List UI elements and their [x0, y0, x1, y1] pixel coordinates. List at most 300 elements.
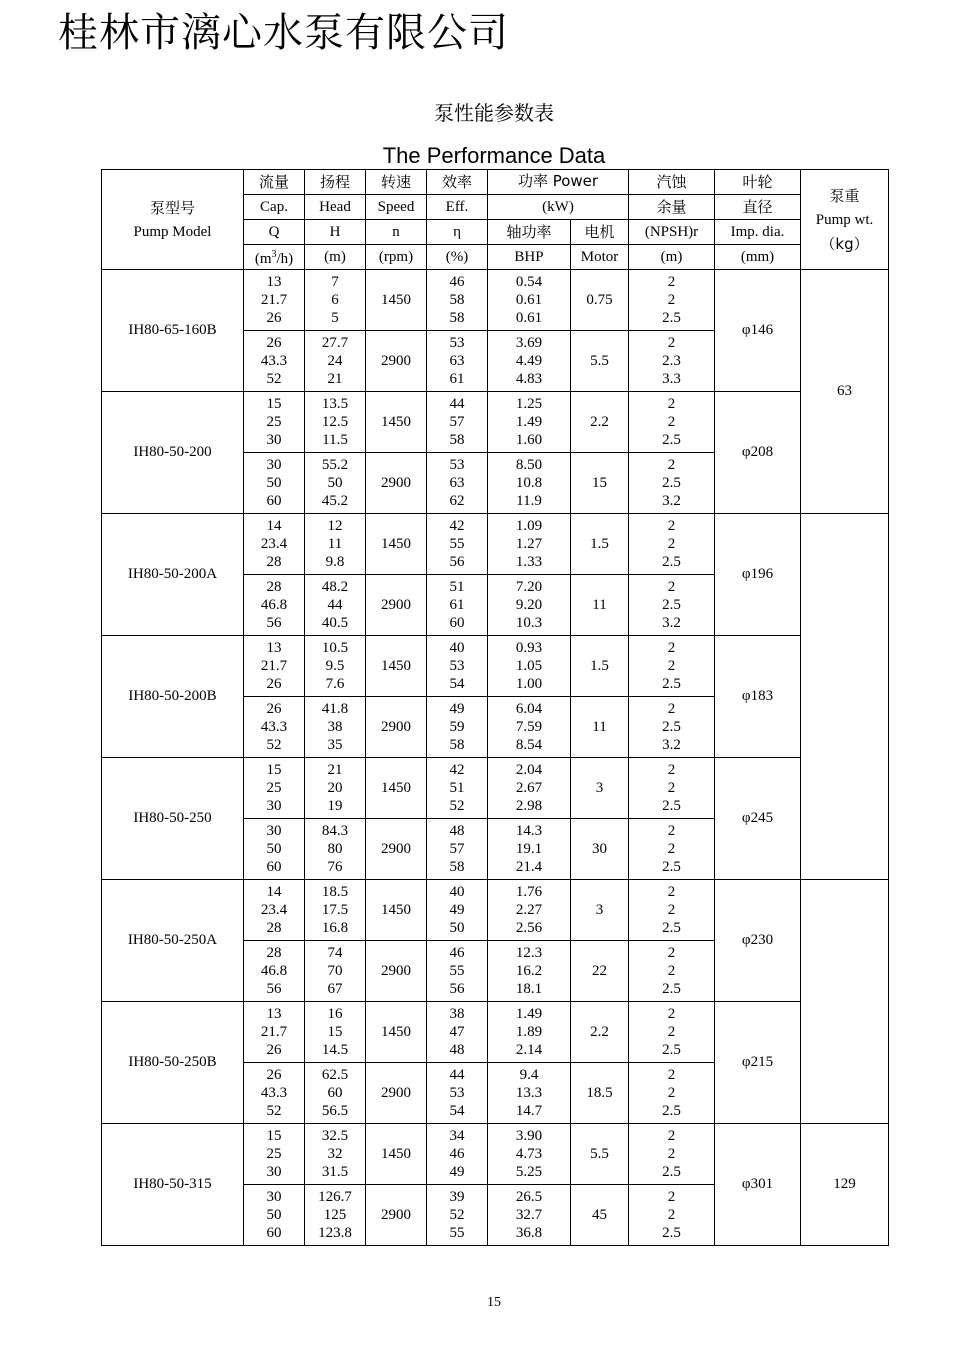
bhp-cell-value: 2.27 — [515, 902, 543, 918]
cap-cell-value: 14 — [266, 884, 282, 900]
eff-cell-value: 40 — [449, 640, 465, 656]
eff-cell-value: 46 — [449, 274, 465, 290]
header-label: 泵重 — [829, 186, 860, 205]
cap-cell-value: 26 — [266, 335, 282, 351]
speed-cell: 2900 — [366, 1185, 427, 1246]
cap-cell-value: 13 — [266, 1006, 282, 1022]
npsh-cell-value: 3.2 — [662, 493, 681, 509]
header-imp-dia-unit: (mm) — [715, 245, 801, 270]
bhp-cell-value: 1.49 — [515, 414, 543, 430]
bhp-cell — [488, 636, 571, 697]
npsh-cell-value: 2 — [667, 823, 676, 839]
npsh-cell-value: 2.5 — [662, 1225, 681, 1241]
bhp-cell-value: 0.61 — [515, 292, 543, 308]
npsh-cell-value: 3.2 — [662, 737, 681, 753]
eff-cell-value: 54 — [449, 676, 465, 692]
cap-cell-value: 30 — [266, 1164, 282, 1180]
eff-cell-value: 59 — [449, 719, 465, 735]
bhp-cell — [488, 1124, 571, 1185]
bhp-cell-value: 1.60 — [515, 432, 543, 448]
bhp-cell-value: 1.05 — [515, 658, 543, 674]
bhp-cell-value: 3.69 — [515, 335, 543, 351]
bhp-cell-value: 8.50 — [515, 457, 543, 473]
bhp-cell-value: 0.61 — [515, 310, 543, 326]
npsh-cell-value: 2 — [667, 780, 676, 796]
company-name: 桂林市漓心水泵有限公司 — [58, 10, 509, 56]
eff-cell — [427, 514, 488, 575]
eff-cell — [427, 636, 488, 697]
table-body — [102, 270, 889, 1246]
eff-cell — [427, 1185, 488, 1246]
pump-model: IH80-65-160B — [102, 270, 244, 392]
eff-cell-value: 53 — [449, 658, 465, 674]
eff-cell-value: 52 — [449, 798, 465, 814]
pump-weight-cell — [801, 880, 889, 1124]
cap-cell-value: 28 — [266, 945, 282, 961]
cap-cell-value: 30 — [266, 432, 282, 448]
npsh-cell-value: 3.3 — [662, 371, 681, 387]
npsh-cell-value: 2 — [667, 335, 676, 351]
eff-cell — [427, 331, 488, 392]
cap-unit-prefix: (m — [254, 251, 272, 267]
eff-cell-value: 48 — [449, 823, 465, 839]
npsh-cell — [629, 880, 715, 941]
bhp-cell — [488, 1063, 571, 1124]
npsh-cell-value: 2.5 — [662, 676, 681, 692]
header-speed-symbol: n — [366, 220, 427, 245]
bhp-cell-value: 0.93 — [515, 640, 543, 656]
head-cell-value: 24 — [327, 353, 343, 369]
header-label: 泵型号 — [149, 198, 195, 217]
head-cell-value: 123.8 — [318, 1225, 352, 1241]
npsh-cell-value: 2.5 — [662, 310, 681, 326]
eff-cell-value: 56 — [449, 981, 465, 997]
eff-cell-value: 55 — [449, 1225, 465, 1241]
cap-cell-value: 25 — [266, 780, 282, 796]
cap-cell-value: 23.4 — [260, 536, 288, 552]
head-cell-value: 32 — [327, 1146, 343, 1162]
header-imp-dia-2: 直径 — [715, 195, 801, 220]
eff-cell-value: 58 — [449, 292, 465, 308]
header-npsh-2: 余量 — [629, 195, 715, 220]
bhp-cell — [488, 270, 571, 331]
motor-cell: 5.5 — [571, 1124, 629, 1185]
head-cell-value: 11 — [327, 536, 343, 552]
eff-cell-value: 52 — [449, 1207, 465, 1223]
head-cell-value: 16 — [327, 1006, 343, 1022]
npsh-cell — [629, 331, 715, 392]
head-cell-value: 41.8 — [321, 701, 349, 717]
bhp-cell-value: 10.3 — [515, 615, 543, 631]
bhp-cell — [488, 941, 571, 1002]
cap-cell-value: 43.3 — [260, 353, 288, 369]
cap-cell-value: 56 — [266, 981, 282, 997]
npsh-cell-value: 2 — [667, 640, 676, 656]
head-cell-value: 126.7 — [318, 1189, 352, 1205]
npsh-cell — [629, 697, 715, 758]
bhp-cell-value: 18.1 — [515, 981, 543, 997]
speed-cell: 2900 — [366, 697, 427, 758]
cap-cell — [244, 1063, 305, 1124]
cap-cell-value: 46.8 — [260, 597, 288, 613]
eff-cell — [427, 941, 488, 1002]
eff-cell-value: 53 — [449, 457, 465, 473]
cap-cell — [244, 575, 305, 636]
head-cell — [305, 575, 366, 636]
cap-cell-value: 28 — [266, 579, 282, 595]
head-cell-value: 10.5 — [321, 640, 349, 656]
eff-cell-value: 49 — [449, 701, 465, 717]
bhp-cell — [488, 1185, 571, 1246]
header-npsh-en: (NPSH)r — [629, 220, 715, 245]
motor-cell: 1.5 — [571, 514, 629, 575]
bhp-cell-value: 9.4 — [519, 1067, 539, 1083]
eff-cell-value: 49 — [449, 1164, 465, 1180]
eff-cell-value: 34 — [449, 1128, 465, 1144]
bhp-cell-value: 1.00 — [515, 676, 543, 692]
head-cell-value: 62.5 — [321, 1067, 349, 1083]
bhp-cell-value: 3.90 — [515, 1128, 543, 1144]
pump-model: IH80-50-200B — [102, 636, 244, 758]
npsh-cell-value: 2 — [667, 701, 676, 717]
cap-unit-suffix: /h) — [276, 251, 294, 267]
npsh-cell-value: 3.2 — [662, 615, 681, 631]
head-cell-value: 44 — [327, 597, 343, 613]
head-cell-value: 76 — [327, 859, 343, 875]
cap-cell-value: 50 — [266, 841, 282, 857]
npsh-cell-value: 2 — [667, 902, 676, 918]
head-cell-value: 14.5 — [321, 1042, 349, 1058]
head-cell-value: 70 — [327, 963, 343, 979]
eff-cell-value: 38 — [449, 1006, 465, 1022]
cap-cell — [244, 941, 305, 1002]
speed-cell: 1450 — [366, 880, 427, 941]
speed-cell: 2900 — [366, 331, 427, 392]
cap-cell-value: 30 — [266, 823, 282, 839]
eff-cell-value: 51 — [449, 780, 465, 796]
head-cell-value: 21 — [327, 371, 343, 387]
npsh-cell-value: 2.5 — [662, 798, 681, 814]
cap-cell-value: 43.3 — [260, 1085, 288, 1101]
bhp-cell-value: 19.1 — [515, 841, 543, 857]
motor-cell: 5.5 — [571, 331, 629, 392]
header-label: Pump wt. — [815, 211, 874, 228]
head-cell-value: 15 — [327, 1024, 343, 1040]
imp-dia-cell: φ208 — [715, 392, 801, 514]
cap-cell-value: 21.7 — [260, 658, 288, 674]
cap-cell-value: 26 — [266, 701, 282, 717]
bhp-cell — [488, 1002, 571, 1063]
head-cell-value: 80 — [327, 841, 343, 857]
eff-cell-value: 46 — [449, 945, 465, 961]
bhp-cell-value: 2.98 — [515, 798, 543, 814]
cap-cell-value: 23.4 — [260, 902, 288, 918]
npsh-cell — [629, 941, 715, 1002]
cap-cell-value: 15 — [266, 762, 282, 778]
npsh-cell — [629, 1002, 715, 1063]
cap-cell-value: 46.8 — [260, 963, 288, 979]
eff-cell-value: 61 — [449, 597, 465, 613]
performance-table — [101, 169, 889, 1246]
header-bhp-en: BHP — [488, 245, 571, 270]
npsh-cell — [629, 270, 715, 331]
eff-cell-value: 46 — [449, 1146, 465, 1162]
header-npsh-unit: (m) — [629, 245, 715, 270]
head-cell — [305, 392, 366, 453]
npsh-cell-value: 2 — [667, 457, 676, 473]
cap-cell — [244, 1124, 305, 1185]
motor-cell: 22 — [571, 941, 629, 1002]
head-cell-value: 17.5 — [321, 902, 349, 918]
npsh-cell-value: 2.5 — [662, 597, 681, 613]
npsh-cell-value: 2.5 — [662, 554, 681, 570]
head-cell-value: 27.7 — [321, 335, 349, 351]
bhp-cell-value: 1.09 — [515, 518, 543, 534]
eff-cell-value: 57 — [449, 414, 465, 430]
bhp-cell-value: 12.3 — [515, 945, 543, 961]
cap-cell-value: 52 — [266, 1103, 282, 1119]
cap-cell — [244, 453, 305, 514]
speed-cell: 1450 — [366, 392, 427, 453]
eff-cell-value: 42 — [449, 762, 465, 778]
cap-cell-value: 25 — [266, 414, 282, 430]
bhp-cell-value: 1.27 — [515, 536, 543, 552]
table-row — [102, 758, 889, 819]
cap-cell-value: 50 — [266, 475, 282, 491]
head-cell-value: 9.5 — [325, 658, 345, 674]
head-cell-value: 19 — [327, 798, 343, 814]
eff-cell — [427, 1063, 488, 1124]
speed-cell: 1450 — [366, 1002, 427, 1063]
table-title-en: The Performance Data — [382, 143, 606, 168]
motor-cell: 3 — [571, 880, 629, 941]
npsh-cell-value: 2 — [667, 945, 676, 961]
head-cell-value: 13.5 — [321, 396, 349, 412]
header-head-unit: (m) — [305, 245, 366, 270]
npsh-cell-value: 2 — [667, 1207, 676, 1223]
bhp-cell-value: 7.59 — [515, 719, 543, 735]
eff-cell-value: 61 — [449, 371, 465, 387]
head-cell-value: 7.6 — [325, 676, 345, 692]
bhp-cell-value: 4.73 — [515, 1146, 543, 1162]
header-speed-unit: (rpm) — [366, 245, 427, 270]
bhp-cell-value: 13.3 — [515, 1085, 543, 1101]
head-cell — [305, 1063, 366, 1124]
head-cell-value: 50 — [327, 475, 343, 491]
speed-cell: 2900 — [366, 575, 427, 636]
npsh-cell-value: 2.5 — [662, 432, 681, 448]
npsh-cell-value: 2.5 — [662, 475, 681, 491]
cap-cell-value: 15 — [266, 1128, 282, 1144]
header-label: （kg） — [820, 234, 869, 253]
speed-cell: 1450 — [366, 758, 427, 819]
npsh-cell-value: 2.5 — [662, 920, 681, 936]
head-cell — [305, 1002, 366, 1063]
speed-cell: 2900 — [366, 1063, 427, 1124]
npsh-cell — [629, 392, 715, 453]
header-label: 功率 Power — [517, 172, 599, 190]
imp-dia-cell: φ146 — [715, 270, 801, 392]
bhp-cell-value: 9.20 — [515, 597, 543, 613]
pump-model: IH80-50-200A — [102, 514, 244, 636]
cap-cell-value: 26 — [266, 1067, 282, 1083]
head-cell-value: 56.5 — [321, 1103, 349, 1119]
head-cell-value: 60 — [327, 1085, 343, 1101]
npsh-cell-value: 2 — [667, 884, 676, 900]
eff-cell-value: 44 — [449, 396, 465, 412]
cap-cell-value: 30 — [266, 1189, 282, 1205]
head-cell-value: 5 — [331, 310, 339, 326]
cap-cell-value: 13 — [266, 274, 282, 290]
cap-cell — [244, 392, 305, 453]
head-cell — [305, 819, 366, 880]
page-number: 15 — [487, 1295, 501, 1310]
header-imp-dia-en: Imp. dia. — [715, 220, 801, 245]
head-cell-value: 6 — [331, 292, 339, 308]
eff-cell — [427, 575, 488, 636]
eff-cell — [427, 392, 488, 453]
head-cell — [305, 697, 366, 758]
npsh-cell-value: 2 — [667, 1085, 676, 1101]
table-row — [102, 1124, 889, 1185]
head-cell-value: 32.5 — [321, 1128, 349, 1144]
head-cell-value: 16.8 — [321, 920, 349, 936]
speed-cell: 2900 — [366, 941, 427, 1002]
head-cell — [305, 1124, 366, 1185]
speed-cell: 1450 — [366, 270, 427, 331]
bhp-cell — [488, 819, 571, 880]
npsh-cell — [629, 758, 715, 819]
eff-cell-value: 40 — [449, 884, 465, 900]
header-head-en: Head — [305, 195, 366, 220]
eff-cell-value: 51 — [449, 579, 465, 595]
head-cell — [305, 453, 366, 514]
header-bhp: 轴功率 — [488, 220, 571, 245]
bhp-cell-value: 4.49 — [515, 353, 543, 369]
table-row — [102, 636, 889, 697]
header-eff-en: Eff. — [427, 195, 488, 220]
cap-cell — [244, 270, 305, 331]
cap-cell-value: 28 — [266, 920, 282, 936]
table-row — [102, 1002, 889, 1063]
cap-cell-value: 52 — [266, 371, 282, 387]
imp-dia-cell: φ301 — [715, 1124, 801, 1246]
head-cell-value: 84.3 — [321, 823, 349, 839]
npsh-cell-value: 2 — [667, 963, 676, 979]
cap-cell-value: 60 — [266, 493, 282, 509]
eff-cell-value: 42 — [449, 518, 465, 534]
eff-cell-value: 58 — [449, 310, 465, 326]
bhp-cell-value: 14.3 — [515, 823, 543, 839]
cap-cell-value: 60 — [266, 1225, 282, 1241]
bhp-cell-value: 32.7 — [515, 1207, 543, 1223]
header-speed: 转速 — [366, 170, 427, 195]
cap-cell-value: 25 — [266, 1146, 282, 1162]
npsh-cell-value: 2 — [667, 396, 676, 412]
cap-cell-value: 28 — [266, 554, 282, 570]
npsh-cell — [629, 453, 715, 514]
bhp-cell — [488, 880, 571, 941]
eff-cell-value: 58 — [449, 432, 465, 448]
head-cell-value: 18.5 — [321, 884, 349, 900]
head-cell-value: 48.2 — [321, 579, 349, 595]
header-label: Pump Model — [133, 223, 212, 240]
motor-cell: 11 — [571, 697, 629, 758]
cap-cell — [244, 636, 305, 697]
head-cell-value: 55.2 — [321, 457, 349, 473]
bhp-cell-value: 26.5 — [515, 1189, 543, 1205]
pump-model: IH80-50-250B — [102, 1002, 244, 1124]
eff-cell-value: 58 — [449, 859, 465, 875]
header-head-symbol: H — [305, 220, 366, 245]
eff-cell — [427, 1002, 488, 1063]
bhp-cell-value: 1.76 — [515, 884, 543, 900]
motor-cell: 3 — [571, 758, 629, 819]
bhp-cell — [488, 453, 571, 514]
eff-cell-value: 55 — [449, 963, 465, 979]
header-imp-dia: 叶轮 — [715, 170, 801, 195]
eff-cell — [427, 1124, 488, 1185]
npsh-cell-value: 2 — [667, 1128, 676, 1144]
cap-cell-value: 43.3 — [260, 719, 288, 735]
pump-model: IH80-50-200 — [102, 392, 244, 514]
npsh-cell-value: 2.5 — [662, 1042, 681, 1058]
cap-cell-value: 21.7 — [260, 292, 288, 308]
header-power — [488, 170, 629, 195]
motor-cell: 30 — [571, 819, 629, 880]
header-eff: 效率 — [427, 170, 488, 195]
npsh-cell-value: 2 — [667, 536, 676, 552]
bhp-cell-value: 1.33 — [515, 554, 543, 570]
npsh-cell — [629, 636, 715, 697]
npsh-cell-value: 2.5 — [662, 719, 681, 735]
header-motor: 电机 — [571, 220, 629, 245]
bhp-cell-value: 6.04 — [515, 701, 543, 717]
head-cell-value: 7 — [331, 274, 339, 290]
header-power-unit: (kW) — [488, 195, 629, 220]
head-cell-value: 11.5 — [322, 432, 348, 448]
table-header — [102, 170, 889, 270]
bhp-cell — [488, 575, 571, 636]
bhp-cell-value: 5.25 — [515, 1164, 543, 1180]
bhp-cell — [488, 331, 571, 392]
head-cell-value: 38 — [327, 719, 343, 735]
npsh-cell — [629, 1063, 715, 1124]
cap-cell-value: 26 — [266, 676, 282, 692]
cap-cell — [244, 697, 305, 758]
eff-cell — [427, 453, 488, 514]
motor-cell: 2.2 — [571, 392, 629, 453]
head-cell-value: 35 — [327, 737, 343, 753]
bhp-cell-value: 2.67 — [515, 780, 543, 796]
header-cap-unit — [244, 245, 305, 270]
head-cell — [305, 758, 366, 819]
head-cell-value: 12.5 — [321, 414, 349, 430]
head-cell — [305, 636, 366, 697]
npsh-cell-value: 2.5 — [662, 1103, 681, 1119]
bhp-cell-value: 1.25 — [515, 396, 543, 412]
npsh-cell-value: 2 — [667, 518, 676, 534]
head-cell — [305, 1185, 366, 1246]
bhp-cell-value: 2.14 — [515, 1042, 543, 1058]
npsh-cell — [629, 514, 715, 575]
header-speed-en: Speed — [366, 195, 427, 220]
eff-cell-value: 47 — [449, 1024, 465, 1040]
eff-cell — [427, 819, 488, 880]
header-cap: 流量 — [244, 170, 305, 195]
bhp-cell-value: 1.49 — [515, 1006, 543, 1022]
cap-cell — [244, 514, 305, 575]
